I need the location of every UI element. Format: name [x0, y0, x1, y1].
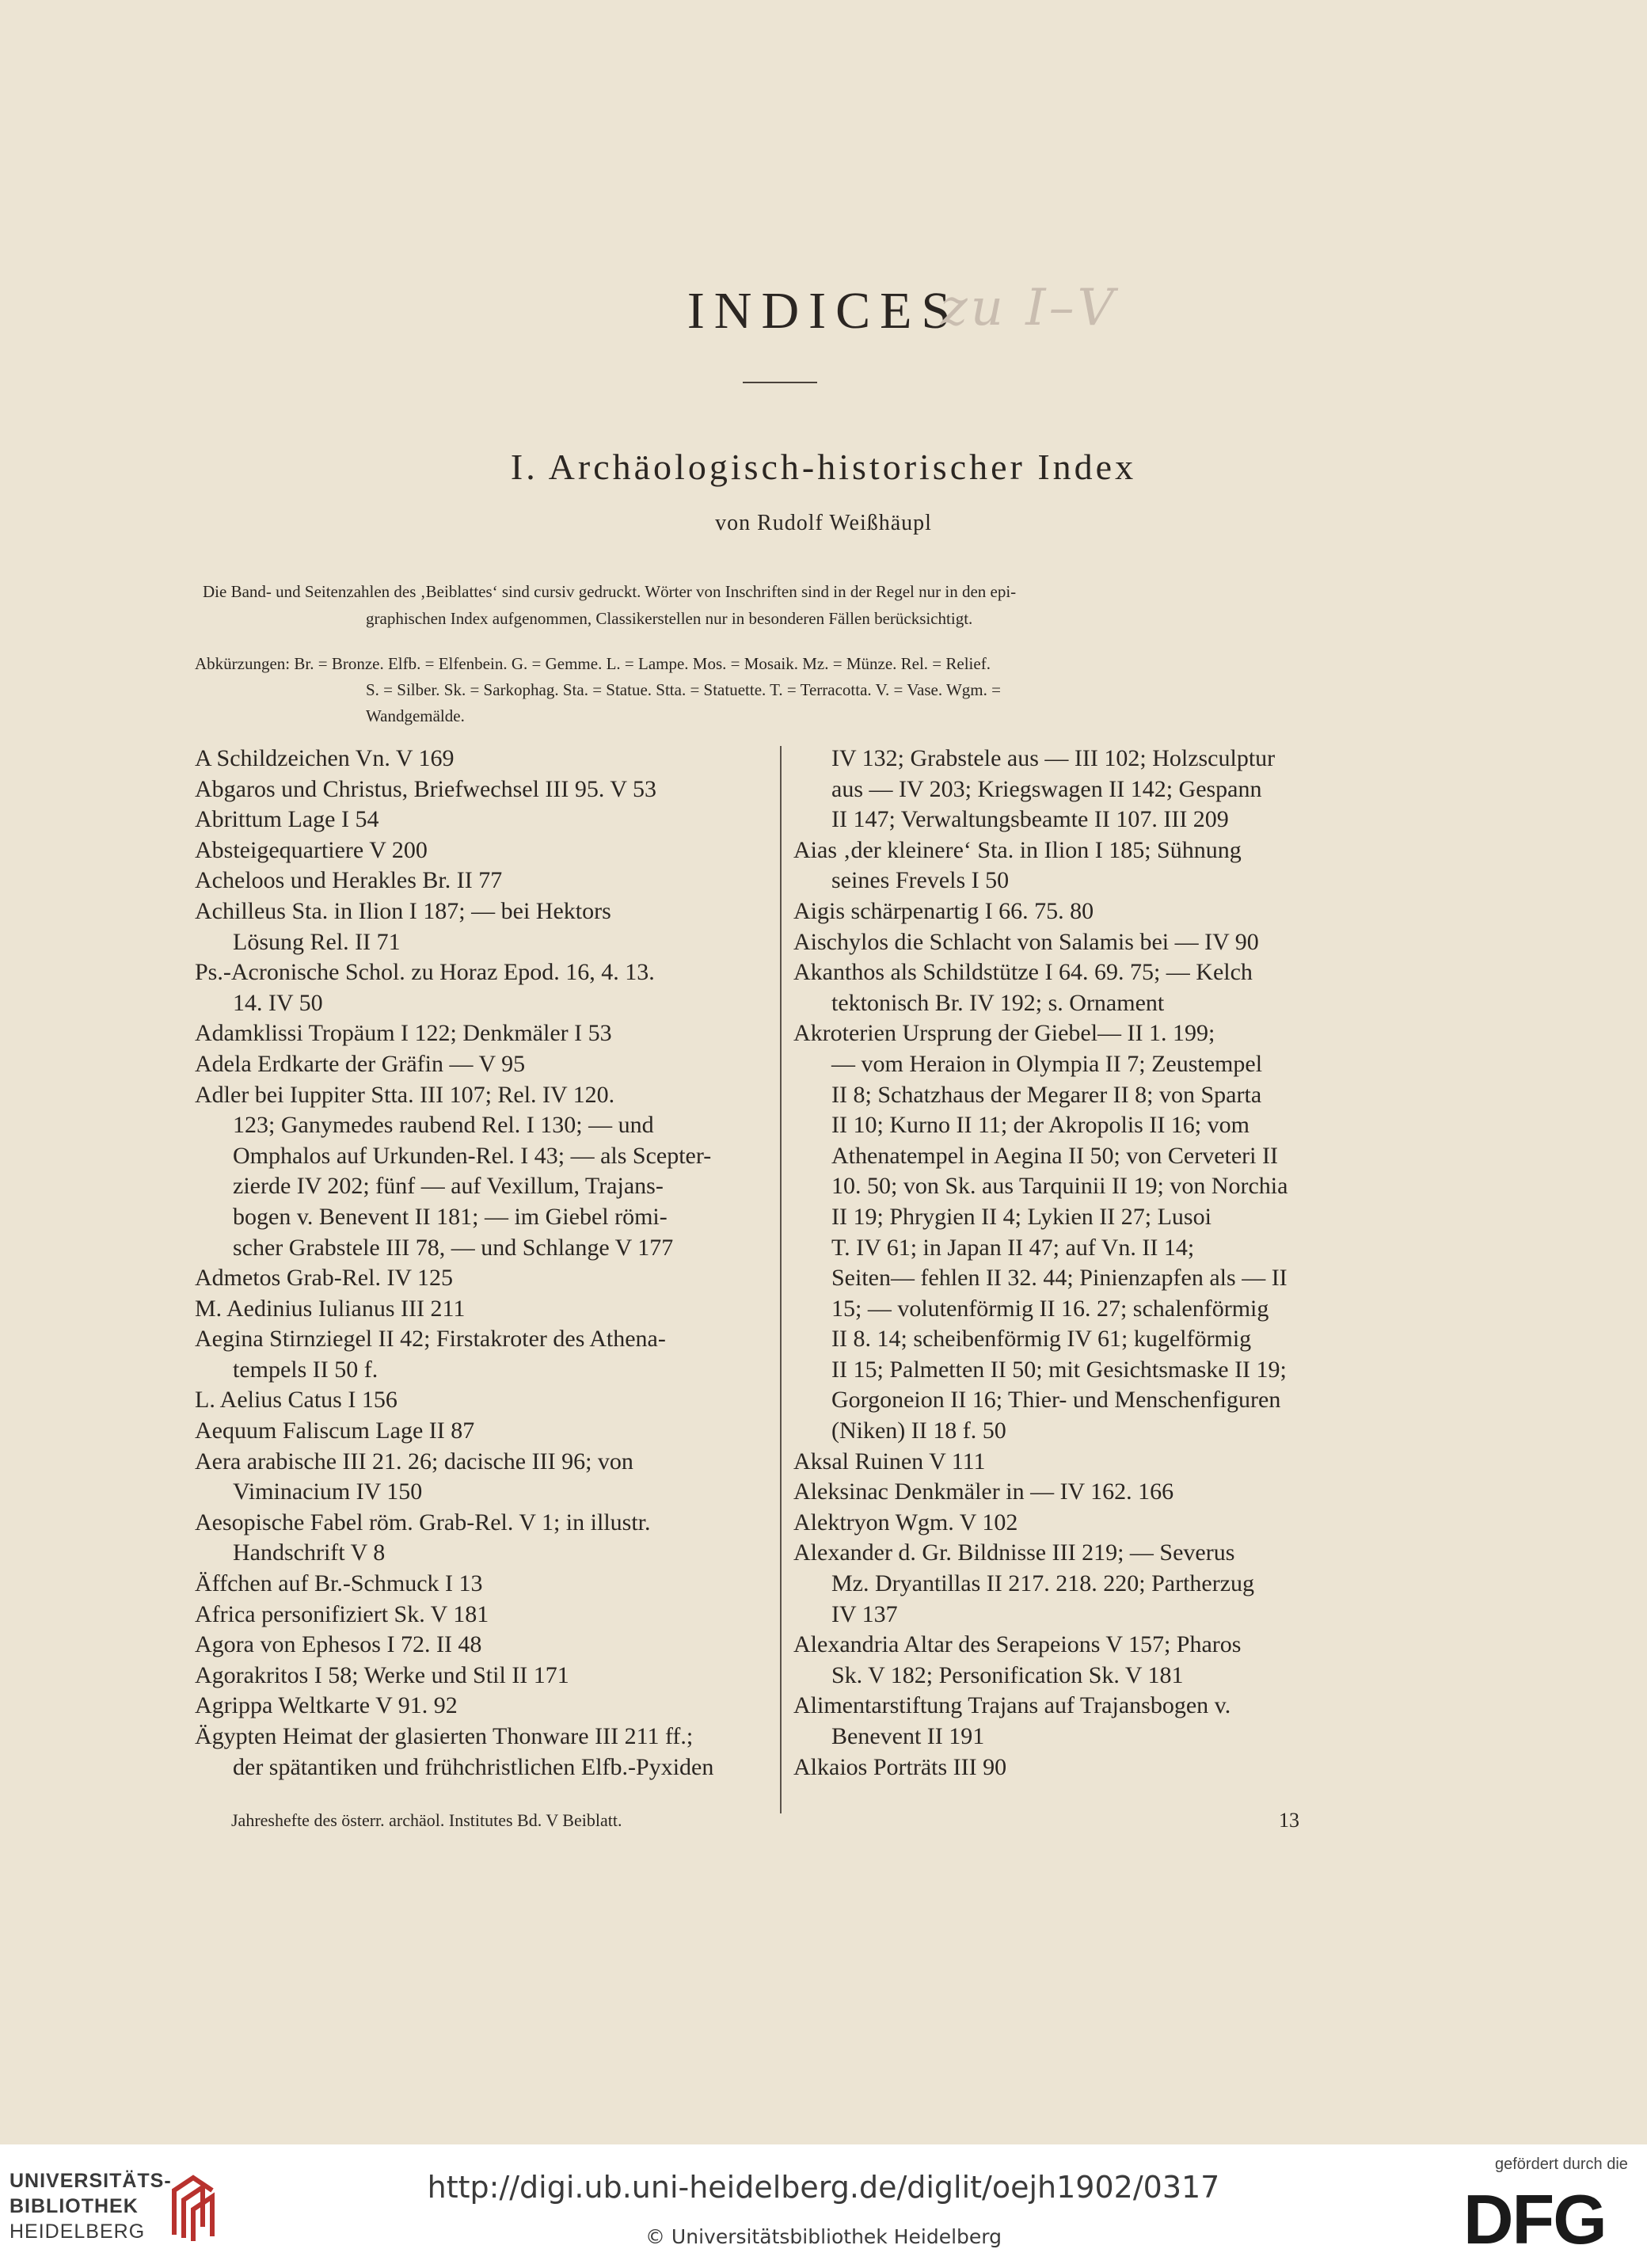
- index-entry-line: II 8. 14; scheibenförmig IV 61; kugelförmig: [831, 1326, 1252, 1353]
- index-entry-line: Benevent II 191: [831, 1723, 985, 1749]
- permalink-url[interactable]: http://digi.ub.uni-heidelberg.de/diglit/oejh1902/0317: [427, 2170, 1220, 2205]
- index-entry-line: Agorakritos I 58; Werke und Stil II 171: [195, 1661, 569, 1688]
- index-entry-line: Mz. Dryantillas II 217. 218. 220; Partherzug: [831, 1570, 1255, 1597]
- note-line: Die Band- und Seitenzahlen des ‚Beiblattes‘ sind cursiv gedruckt. Wörter von Inschriften sind in der Regel nur in den epi-: [203, 582, 1017, 601]
- index-entry-line: M. Aedinius Iulianus III 211: [195, 1295, 466, 1322]
- index-entry-line: Africa personifiziert Sk. V 181: [195, 1600, 489, 1627]
- index-entry-line: Athenatempel in Aegina II 50; von Cerveteri II: [831, 1142, 1278, 1169]
- library-name-line: UNIVERSITÄTS-: [10, 2170, 172, 2192]
- index-entry-line: II 19; Phrygien II 4; Lykien II 27; Lusoi: [831, 1203, 1211, 1230]
- note-line: graphischen Index aufgenommen, Classikerstellen nur in besonderen Fällen berücksichtigt.: [366, 609, 973, 628]
- index-entry-line: Admetos Grab-Rel. IV 125: [195, 1265, 454, 1292]
- index-entry-line: Ps.-Acronische Schol. zu Horaz Epod. 16, 4. 13.: [195, 959, 655, 986]
- index-entry-line: Handschrift V 8: [233, 1539, 386, 1566]
- index-entry-line: bogen v. Benevent II 181; — im Giebel römi-: [233, 1203, 668, 1230]
- index-entry-line: Lösung Rel. II 71: [233, 928, 401, 955]
- index-entry-line: Agrippa Weltkarte V 91. 92: [195, 1692, 458, 1719]
- title-divider: [743, 382, 817, 383]
- index-entry-line: Achilleus Sta. in Ilion I 187; — bei Hektors: [195, 897, 611, 924]
- index-entry-line: 10. 50; von Sk. aus Tarquinii II 19; von Norchia: [831, 1173, 1288, 1200]
- index-column-right: [793, 744, 1365, 1783]
- index-heading: I. Archäologisch-historischer Index: [510, 447, 1137, 487]
- index-entry-line: II 8; Schatzhaus der Megarer II 8; von Sparta: [831, 1081, 1262, 1108]
- journal-footer: Jahreshefte des österr. archäol. Institutes Bd. V Beiblatt.: [231, 1810, 622, 1830]
- index-column-left: [195, 744, 766, 1783]
- index-entry-line: Absteigequartiere V 200: [195, 836, 428, 863]
- index-entry-line: 14. IV 50: [233, 989, 323, 1016]
- index-entry-line: scher Grabstele III 78, — und Schlange V 177: [233, 1234, 674, 1261]
- abbreviation-line: S. = Silber. Sk. = Sarkophag. Sta. = Statue. Stta. = Statuette. T. = Terracotta. V. = Vase. Wgm. =: [366, 680, 1001, 699]
- index-entry-line: Viminacium IV 150: [233, 1478, 423, 1505]
- index-entry-line: L. Aelius Catus I 156: [195, 1387, 397, 1414]
- index-entry-line: Omphalos auf Urkunden-Rel. I 43; — als Scepter-: [233, 1142, 712, 1169]
- index-entry-line: Aesopische Fabel röm. Grab-Rel. V 1; in illustr.: [195, 1509, 651, 1535]
- index-entry-line: Abrittum Lage I 54: [195, 806, 379, 833]
- index-entry-line: Alimentarstiftung Trajans auf Trajansbogen v.: [793, 1692, 1231, 1719]
- index-entry-line: Alexandria Altar des Serapeions V 157; Pharos: [793, 1631, 1242, 1658]
- index-entry-line: IV 132; Grabstele aus — III 102; Holzsculptur: [831, 745, 1276, 771]
- pencil-annotation: zu I–V: [941, 279, 1117, 337]
- index-entry-line: Seiten— fehlen II 32. 44; Pinienzapfen als — II: [831, 1265, 1288, 1292]
- index-entry-line: Alektryon Wgm. V 102: [793, 1509, 1018, 1535]
- index-entry-line: Aleksinac Denkmäler in — IV 162. 166: [793, 1478, 1174, 1505]
- index-entry-line: tektonisch Br. IV 192; s. Ornament: [831, 989, 1165, 1016]
- index-entry-line: Adamklissi Tropäum I 122; Denkmäler I 53: [195, 1020, 612, 1047]
- index-entry-line: Acheloos und Herakles Br. II 77: [195, 867, 503, 894]
- index-entry-line: Aera arabische III 21. 26; dacische III 96; von: [195, 1448, 633, 1475]
- index-entry-line: aus — IV 203; Kriegswagen II 142; Gespann: [831, 775, 1262, 802]
- index-entry-line: zierde IV 202; fünf — auf Vexillum, Trajans-: [233, 1173, 664, 1200]
- abbreviation-line: Wandgemälde.: [366, 706, 465, 725]
- index-entry-line: (Niken) II 18 f. 50: [831, 1418, 1006, 1444]
- index-entry-line: 123; Ganymedes raubend Rel. I 130; — und: [233, 1112, 654, 1139]
- index-entry-line: Aischylos die Schlacht von Salamis bei — IV 90: [793, 928, 1259, 955]
- column-divider: [780, 746, 782, 1813]
- index-entry-line: II 15; Palmetten II 50; mit Gesichtsmaske II 19;: [831, 1356, 1287, 1383]
- abbreviation-line: Abkürzungen: Br. = Bronze. Elfb. = Elfenbein. G. = Gemme. L. = Lampe. Mos. = Mosaik. Mz. = Münze. Rel. = Relief.: [195, 654, 991, 673]
- library-name-line: BIBLIOTHEK: [10, 2195, 139, 2217]
- index-entry-line: Alexander d. Gr. Bildnisse III 219; — Severus: [793, 1539, 1235, 1566]
- index-entry-line: seines Frevels I 50: [831, 867, 1010, 894]
- library-name-line: HEIDELBERG: [10, 2220, 146, 2243]
- page-title: INDICES: [687, 282, 960, 340]
- page-number: 13: [1279, 1809, 1299, 1832]
- index-entry-line: T. IV 61; in Japan II 47; auf Vn. II 14;: [831, 1234, 1195, 1261]
- index-entry-line: Adler bei Iuppiter Stta. III 107; Rel. IV 120.: [195, 1081, 615, 1108]
- dfg-logo: DFG: [1463, 2180, 1606, 2258]
- index-entry-line: Gorgoneion II 16; Thier- und Menschenfiguren: [831, 1387, 1281, 1414]
- index-entry-line: Aequum Faliscum Lage II 87: [195, 1418, 475, 1444]
- index-entry-line: Äffchen auf Br.-Schmuck I 13: [195, 1570, 483, 1597]
- index-entry-line: Agora von Ephesos I 72. II 48: [195, 1631, 482, 1658]
- index-entry-line: II 10; Kurno II 11; der Akropolis II 16; vom: [831, 1112, 1250, 1139]
- index-entry-line: Ägypten Heimat der glasierten Thonware III 211 ff.;: [195, 1723, 694, 1749]
- index-entry-line: Sk. V 182; Personification Sk. V 181: [831, 1661, 1184, 1688]
- index-entry-line: tempels II 50 f.: [233, 1356, 378, 1383]
- index-entry-line: Aegina Stirnziegel II 42; Firstakroter des Athena-: [195, 1326, 666, 1353]
- index-entry-line: Adela Erdkarte der Gräfin — V 95: [195, 1050, 526, 1077]
- index-entry-line: A Schildzeichen Vn. V 169: [195, 745, 455, 771]
- index-entry-line: Abgaros und Christus, Briefwechsel III 95. V 53: [195, 775, 656, 802]
- sponsor-caption: gefördert durch die: [1495, 2156, 1628, 2173]
- index-entry-line: II 147; Verwaltungsbeamte II 107. III 209: [831, 806, 1229, 833]
- index-entry-line: der spätantiken und frühchristlichen Elfb.-Pyxiden: [233, 1753, 714, 1780]
- copyright-notice: © Universitätsbibliothek Heidelberg: [645, 2225, 1002, 2248]
- index-entry-line: Aigis schärpenartig I 66. 75. 80: [793, 897, 1094, 924]
- index-entry-line: Akroterien Ursprung der Giebel— II 1. 199;: [793, 1020, 1215, 1047]
- index-author: von Rudolf Weißhäupl: [715, 511, 932, 535]
- index-entry-line: Akanthos als Schildstütze I 64. 69. 75; — Kelch: [793, 959, 1253, 986]
- index-entry-line: — vom Heraion in Olympia II 7; Zeustempel: [831, 1050, 1263, 1077]
- index-entry-line: 15; — volutenförmig II 16. 27; schalenförmig: [831, 1295, 1269, 1322]
- index-entry-line: Alkaios Porträts III 90: [793, 1753, 1007, 1780]
- index-entry-line: IV 137: [831, 1600, 898, 1627]
- viewer-bar: [0, 2144, 1647, 2268]
- index-entry-line: Aksal Ruinen V 111: [793, 1448, 986, 1475]
- index-entry-line: Aias ‚der kleinere‘ Sta. in Ilion I 185; Sühnung: [793, 836, 1242, 863]
